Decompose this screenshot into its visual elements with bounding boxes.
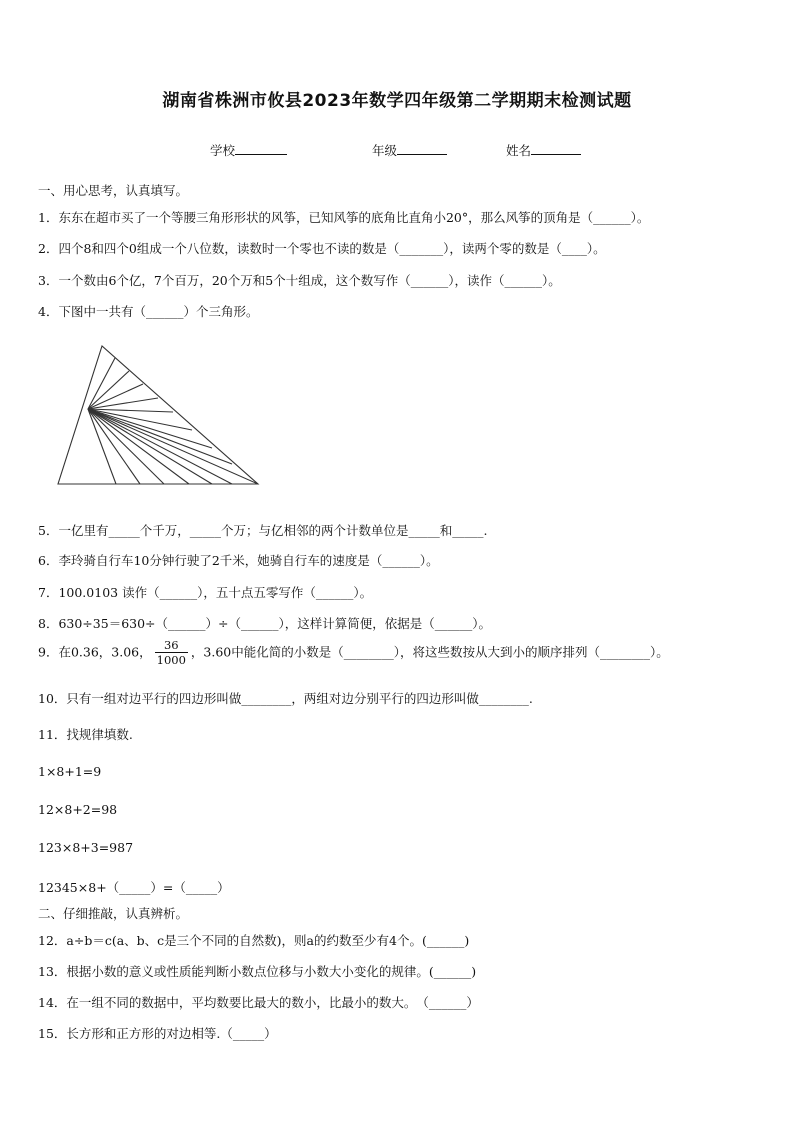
name-label: 姓名	[506, 143, 532, 158]
question-5: 5．一亿里有_____个千万，_____个万；与亿相邻的两个计数单位是_____和_____.	[38, 523, 488, 538]
grade-blank[interactable]	[397, 142, 447, 155]
ray-7	[88, 409, 212, 448]
grade-field[interactable]	[372, 141, 447, 159]
section-heading-2: 二、仔细推敲，认真辨析。	[38, 906, 189, 921]
name-blank[interactable]	[531, 142, 581, 155]
question-13: 13．根据小数的意义或性质能判断小数点位移与小数大小变化的规律。(______)	[38, 964, 477, 979]
ray-10	[88, 409, 232, 484]
question-1: 1．东东在超市买了一个等腰三角形形状的风筝，已知风筝的底角比直角小20°，那么风筝的顶角是（______）。	[38, 210, 650, 225]
school-field[interactable]	[210, 141, 287, 159]
question-9	[38, 638, 669, 668]
ray-15	[88, 409, 116, 484]
triangle-figure	[52, 344, 262, 489]
grade-label: 年级	[372, 143, 398, 158]
question-2: 2．四个8和四个0组成一个八位数，读数时一个零也不读的数是（_______），读两个零的数是（____）。	[38, 241, 606, 256]
question-14: 14．在一组不同的数据中，平均数要比最大的数小，比最小的数大。 （______）	[38, 995, 479, 1010]
page-title: 湖南省株洲市攸县2023年数学四年级第二学期期末检测试题	[162, 91, 632, 111]
question-15: 15．长方形和正方形的对边相等.（_____）	[38, 1026, 277, 1041]
pattern-line-2: 12×8+2=98	[38, 802, 118, 817]
ray-1	[88, 358, 115, 409]
name-field[interactable]	[506, 141, 581, 159]
fraction-denominator: 1000	[156, 653, 186, 668]
ray-8	[88, 409, 232, 464]
ray-3	[88, 384, 143, 409]
fraction	[155, 638, 188, 668]
question-9-after: ，3.60中能化简的小数是（________），将这些数按从大到小的顺序排列（________）。	[190, 644, 669, 660]
outer-triangle	[58, 346, 258, 484]
question-11: 11．找规律填数.	[38, 727, 133, 742]
question-9-before: 9．在0.36，3.06，	[38, 644, 152, 660]
ray-11	[88, 409, 212, 484]
question-6: 6．李玲骑自行车10分钟行驶了2千米，她骑自行车的速度是（______）。	[38, 553, 439, 568]
question-12: 12．a÷b＝c(a、b、c是三个不同的自然数)，则a的约数至少有4个。(______)	[38, 933, 470, 948]
school-blank[interactable]	[235, 142, 287, 155]
school-label: 学校	[210, 143, 236, 158]
question-10: 10．只有一组对边平行的四边形叫做________，两组对边分别平行的四边形叫做________.	[38, 691, 533, 706]
question-7: 7．100.0103 读作（______），五十点五零写作（______）。	[38, 585, 373, 600]
section-heading-1: 一、用心思考，认真填写。	[38, 183, 189, 198]
ray-13	[88, 409, 164, 484]
question-4: 4．下图中一共有（______）个三角形。	[38, 304, 259, 319]
pattern-line-3: 123×8+3=987	[38, 840, 134, 855]
question-8: 8．630÷35＝630÷（______）÷（______），这样计算简便，依据是（______）。	[38, 616, 491, 631]
fraction-numerator: 36	[155, 638, 188, 653]
pattern-line-1: 1×8+1=9	[38, 764, 102, 779]
pattern-line-4: 12345×8+（_____）=（_____）	[38, 880, 230, 895]
question-3: 3．一个数由6个亿，7个百万，20个万和5个十组成，这个数写作（______），读作（______）。	[38, 273, 561, 288]
